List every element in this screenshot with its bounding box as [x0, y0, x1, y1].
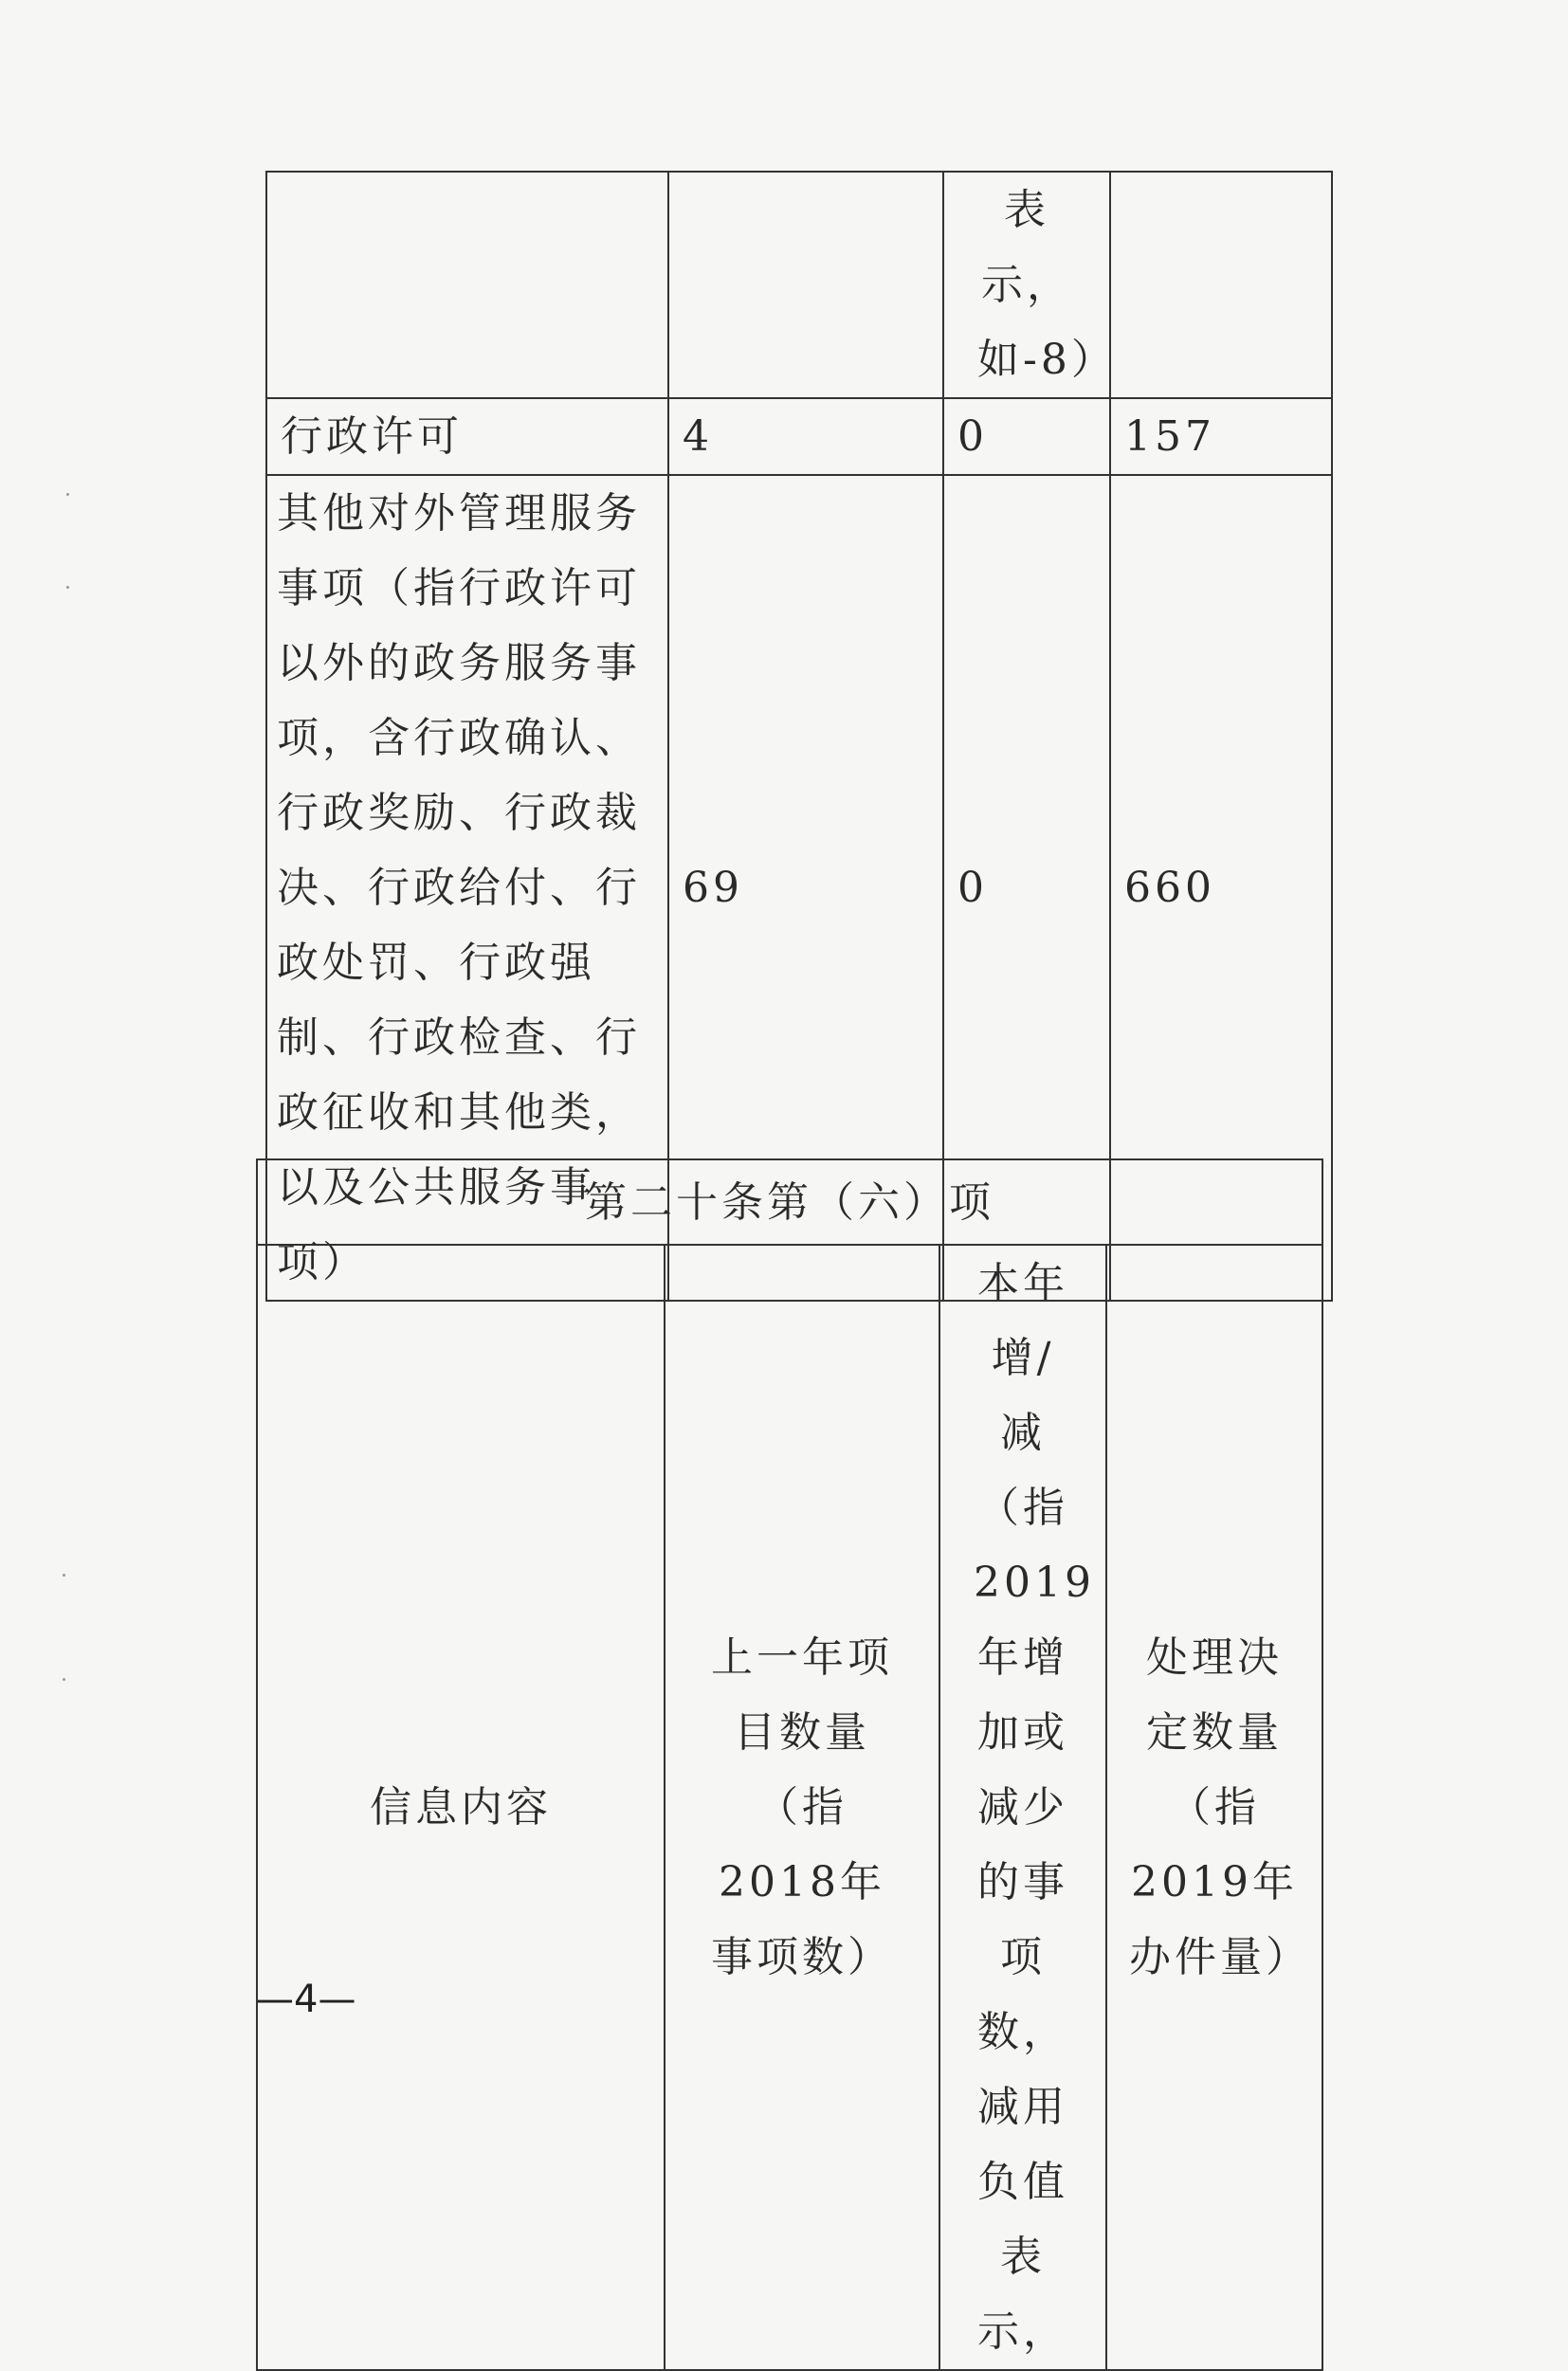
scan-speck [63, 1678, 65, 1681]
header-content: 信息内容 [257, 1245, 665, 2370]
header-decisions: 处理决定数量（指2019年办件量） [1129, 1633, 1311, 1981]
scan-speck [63, 1574, 65, 1577]
cont-cell-2 [668, 172, 943, 398]
cont-cell-4 [1110, 172, 1332, 398]
header-prev-count: 上一年项目数量（指2018年事项数） [711, 1633, 893, 1981]
continued-header-row [266, 172, 1332, 398]
scan-speck [66, 586, 69, 589]
header-row [257, 1245, 1322, 2370]
header-change-cell [939, 1245, 1106, 2370]
table-row [266, 398, 1332, 475]
row-prev-count: 69 [668, 475, 943, 1301]
scan-speck [66, 493, 69, 496]
row-decisions: 660 [1110, 475, 1332, 1301]
lower-table [256, 1158, 1323, 2371]
cont-cell-3-text: 表示，如-8） [977, 186, 1117, 384]
section-title: 第二十条第（六）项 [257, 1159, 1322, 1245]
header-change: 本年增/减（指2019年增加或减少的事项数，减用负值表示， [974, 1259, 1095, 2356]
section-title-row [257, 1159, 1322, 1245]
header-prev-count-cell [665, 1245, 939, 2370]
row-item-name: 其他对外管理服务事项（指行政许可以外的政务服务事项，含行政确认、行政奖励、行政裁决、行政给付、行政处罚、行政强制、行政检查、行政征收和其他类，以及公共服务事项） [277, 489, 641, 1286]
row-prev-count: 4 [668, 398, 943, 475]
cont-cell-3 [943, 172, 1117, 398]
page-number: —4— [256, 1978, 356, 2021]
row-decisions: 157 [1110, 398, 1332, 475]
cont-cell-1 [266, 172, 668, 398]
row-change: 0 [943, 398, 1110, 475]
header-decisions-cell [1106, 1245, 1322, 2370]
upper-table [265, 171, 1333, 1302]
row-item-name: 行政许可 [266, 398, 668, 475]
row-change: 0 [943, 475, 1110, 1301]
